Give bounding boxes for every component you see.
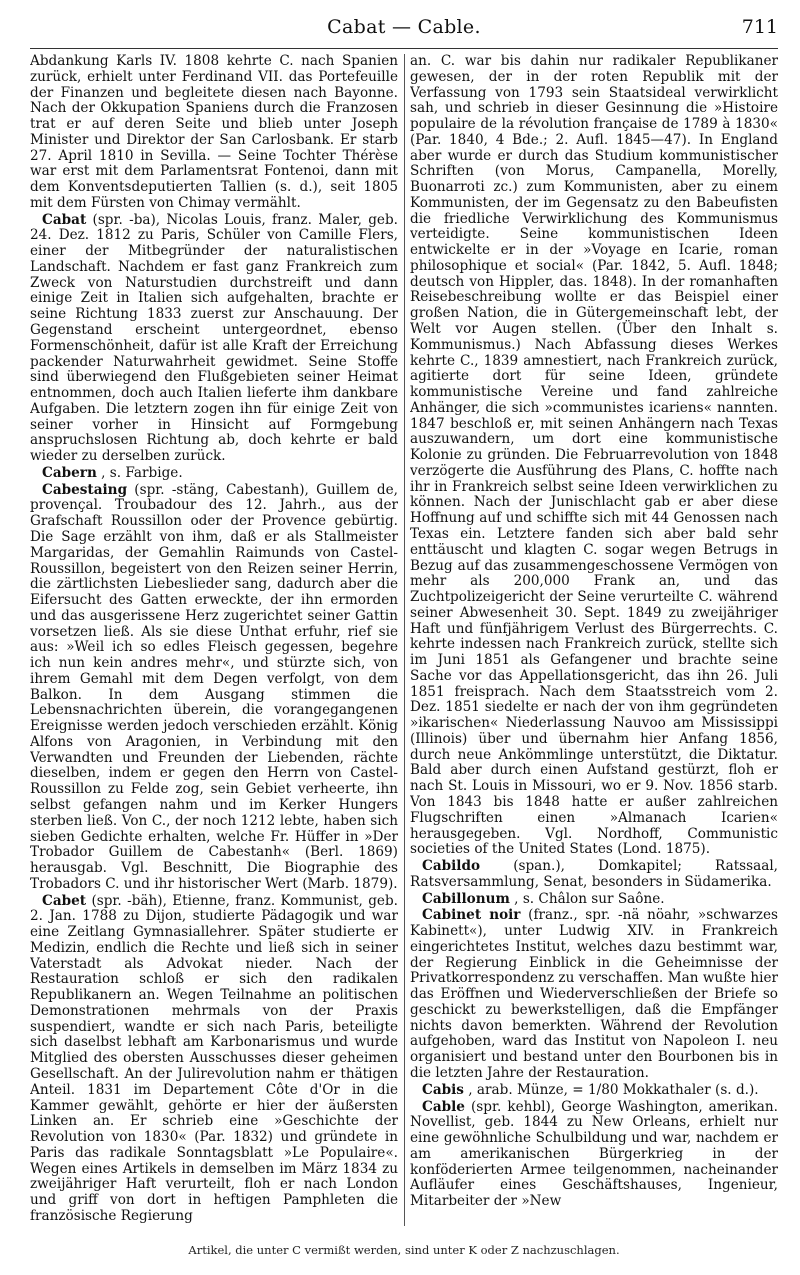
header-rule (30, 48, 778, 49)
left-column (30, 54, 398, 1226)
entry-headword: Cabinet noir (422, 907, 521, 924)
entry-text: (spr. kehbl), George Washington, amerikan. Novellist, geb. 1844 zu New Orleans, erhielt nur eine gewöhnliche Schulbildung und war, nachdem er am amerikanischen Bürgerkrieg in der konföderierten Armee teilgenommen, nacheinander Aufläufer eines Geschäftshauses, Ingenieur, Mitarbeiter der »New (410, 1098, 778, 1210)
dictionary-entry (410, 54, 778, 858)
entry-headword: Cabern (42, 464, 97, 481)
entry-text: an. C. war bis dahin nur radikaler Republikaner gewesen, der in der roten Republik mit der Verfassung von 1793 sein Staatsideal verwirklicht sah, und schrieb in dieser Gesinnung die »Histoire populaire de la révolution française de 1789 à 1830« (Par. 1840, 4 Bde.; 2. Aufl. 1845—47). In England aber wurde er durch das Studium kommunistischer Schriften (von Morus, Campanella, Morelly, Buonarroti zc.) zum Kommunisten, aber zu einem Kommunisten, der im Gegensatz zu den Babeufisten die friedliche Verwirklichung des Kommunismus verteidigte. Seine kommunistischen Ideen entwickelte er in der »Voyage en Icarie, roman philosophique et social« (Par. 1842, 5. Aufl. 1848; deutsch von Hippler, das. 1848). In der romanhaften Reisebeschreibung wollte er das Beispiel einer großen Nation, die in Gütergemeinschaft lebt, der Welt vor Augen stellen. (Über den Inhalt s. Kommunismus.) Nach Abfassung dieses Werkes kehrte C., 1839 amnestiert, nach Frankreich zurück, agitierte dort für seine Ideen, gründete kommunistische Vereine und fand zahlreiche Anhänger, die sich »communistes icariens« nannten. 1847 beschloß er, mit seinen Anhängern nach Texas auszuwandern, um dort eine kommunistische Kolonie zu gründen. Die Februarrevolution von 1848 verzögerte die Ausführung des Plans, C. hoffte nach ihr in Frankreich selbst seine Ideen verwirklichen zu können. Nach der Junischlacht gab er aber diese Hoffnung auf und schiffte sich mit 44 Genossen nach Texas ein. Letztere fanden sich aber bald sehr enttäuscht und klagten C. sogar wegen Betrugs in Bezug auf das zusammengeschossene Vermögen von mehr als 200,000 Frank an, und das Zuchtpolizeigericht der Seine verurteilte C. während seiner Abwesenheit 30. Sept. 1849 zu zweijähriger Haft und fünfjährigem Verlust des Bürgerrechts. C. kehrte indessen nach Frankreich zurück, stellte sich im Juni 1851 als Gefangener und brachte seine Sache vor das Appellationsgericht, das ihn 26. Juli 1851 freisprach. Nach dem Staatsstreich vom 2. Dez. 1851 siedelte er nach der von ihm gegründeten »ikarischen« Niederlassung Nauvoo am Mississippi (Illinois) über und übernahm hier Anfang 1856, durch neue Ankömmlinge unterstützt, die Diktatur. Bald aber durch einen Aufstand gestürzt, floh er nach St. Louis in Missouri, wo er 9. Nov. 1856 starb. Von 1843 bis 1848 hatte er außer zahlreichen Flugschriften einen »Almanach Icarien« herausgegeben. Vgl. Nordhoff, Communistic societies of the United States (Lond. 1875). (410, 54, 778, 858)
dictionary-entry (410, 1083, 778, 1099)
footnote: Artikel, die unter C vermißt werden, sind unter K oder Z nachzuschlagen. (188, 1243, 620, 1257)
entry-headword: Cabat (42, 211, 87, 228)
dictionary-entry (410, 892, 778, 908)
dictionary-entry (30, 213, 398, 465)
entry-text: Abdankung Karls IV. 1808 kehrte C. nach Spanien zurück, erhielt unter Ferdinand VII. das Portefeuille der Finanzen und begleitete diesen nach Bayonne. Nach der Okkupation Spaniens durch die Franzosen trat er auf deren Seite und blieb unter Joseph Minister und Direktor der San Carlosbank. Er starb 27. April 1810 in Sevilla. — Seine Tochter Thérèse war erst mit dem Parlamentsrat Fontenoi, dann mit dem Konventsdeputierten Tallien (s. d.), seit 1805 mit dem Fürsten von Chimay vermählt. (30, 54, 398, 211)
entry-headword: Cabet (42, 892, 87, 909)
dictionary-entry (410, 859, 778, 891)
dictionary-entry (30, 54, 398, 212)
page-number: 711 (741, 16, 778, 38)
entry-headword: Cabestaing (42, 481, 128, 498)
column-divider (404, 54, 405, 1226)
entry-text: , arab. Münze, = 1/80 Mokkathaler (s. d.). (468, 1081, 759, 1098)
entry-text: (spr. -bäh), Etienne, franz. Kommunist, geb. 2. Jan. 1788 zu Dijon, studierte Pädagogik und war eine Zeitlang Gymnasiallehrer. Später studierte er Medizin, endlich die Rechte und ließ sich in seiner Vaterstadt als Advokat nieder. Nach der Restauration schloß er sich den radikalen Republikanern an. Wegen Teilnahme an politischen Demonstrationen mehrmals von der Praxis suspendiert, wandte er sich nach Paris, beteiligte sich daselbst lebhaft am Karbonarismus und wurde Mitglied des obersten Ausschusses dieser geheimen Gesellschaft. An der Julirevolution nahm er thätigen Anteil. 1831 im Departement Côte d'Or in die Kammer gewählt, gehörte er hier der äußersten Linken an. Er schrieb eine »Geschichte der Revolution von 1830« (Par. 1832) und gründete in Paris das radikale Sonntagsblatt »Le Populaire«. Wegen eines Artikels in demselben im März 1834 zu zweijähriger Haft verurteilt, floh er nach London und griff von dort in heftigen Pamphleten die französische Regierung (30, 892, 398, 1224)
entry-headword: Cabildo (422, 858, 481, 875)
entry-text: (spr. -ba), Nicolas Louis, franz. Maler, geb. 24. Dez. 1812 zu Paris, Schüler von Camille Flers, einer der Mitbegründer der naturalistischen Landschaft. Nachdem er fast ganz Frankreich zum Zweck von Naturstudien durchstreift und dann einige Zeit in Italien sich aufgehalten, brachte er seine Richtung 1833 zuerst zur Anschauung. Der Gegenstand erscheint untergeordnet, ebenso Formenschönheit, dafür ist alle Kraft der Erreichung packender Naturwahrheit gewidmet. Seine Stoffe sind überwiegend den Flußgebieten seiner Heimat entnommen, doch auch Italien lieferte ihm dankbare Aufgaben. Die letztern zogen ihn für einige Zeit von seiner vorher in Hinsicht auf Formgebung anspruchslosen Richtung ab, doch kehrte er bald wieder zu derselben zurück. (30, 211, 398, 465)
entry-text: (franz., spr. -nä nöahr, »schwarzes Kabinett«), unter Ludwig XIV. in Frankreich eingerichtetes Institut, welches dazu bestimmt war, der Regierung Einblick in die Geheimnisse der Privatkorrespondenz zu verschaffen. Man wußte hier das Eröffnen und Wiederverschließen der Briefe so geschickt zu bewerkstelligen, daß die Empfänger nichts davon bemerkten. Während der Revolution aufgehoben, ward das Institut von Napoleon I. neu organisiert und bestand unter den Bourbonen bis in die letzten Jahre der Restauration. (410, 907, 778, 1081)
entry-headword: Cable (422, 1098, 465, 1115)
running-title: Cabat — Cable. (327, 16, 481, 38)
dictionary-entry (30, 483, 398, 893)
entry-text: (span.), Domkapitel; Ratssaal, Ratsversammlung, Senat, besonders in Südamerika. (410, 858, 778, 890)
entry-text: (spr. -stäng, Cabestanh), Guillem de, provençal. Troubadour des 12. Jahrh., aus der Grafschaft Roussillon oder der Provence gebürtig. Die Sage erzählt von ihm, daß er als Stallmeister Margaridas, der Gemahlin Raimunds von Castel-Roussillon, begeistert von den Reizen seiner Herrin, die zärtlichsten Liebeslieder sang, dadurch aber die Eifersucht des Gatten erweckte, der ihn ermorden und das ausgerissene Herz zugerichtet seiner Gattin vorsetzen ließ. Als sie diese Unthat erfuhr, rief sie aus: »Weil ich so edles Fleisch gegessen, begehre ich nun kein andres mehr«, und stürzte sich, von ihrem Gemahl mit dem Degen verfolgt, von dem Balkon. In dem Ausgang stimmen die Lebensnachrichten überein, die vorangegangenen Ereignisse werden jedoch verschieden erzählt. König Alfons von Aragonien, in Verbindung mit den Verwandten und Freunden der Liebenden, rächte dieselben, indem er gegen den Herrn von Castel-Roussillon zu Felde zog, sein Gebiet verheerte, ihn selbst gefangen nahm und im Kerker Hungers sterben ließ. Von C., der noch 1212 lebte, haben sich sieben Gedichte erhalten, welche Fr. Hüffer in »Der Trobador Guillem de Cabestanh« (Berl. 1869) herausgab. Vgl. Beschnitt, Die Biographie des Trobadors C. und ihr historischer Wert (Marb. 1879). (30, 481, 398, 892)
entry-headword: Cabillonum (422, 890, 510, 907)
entry-text: , s. Farbige. (101, 464, 183, 481)
entry-text: , s. Châlon sur Saône. (514, 890, 665, 907)
dictionary-entry (410, 908, 778, 1081)
page-header (30, 16, 778, 44)
dictionary-entry (30, 466, 398, 482)
right-column (410, 54, 778, 1226)
dictionary-entry (30, 894, 398, 1225)
entry-headword: Cabis (422, 1081, 464, 1098)
dictionary-entry (410, 1100, 778, 1210)
